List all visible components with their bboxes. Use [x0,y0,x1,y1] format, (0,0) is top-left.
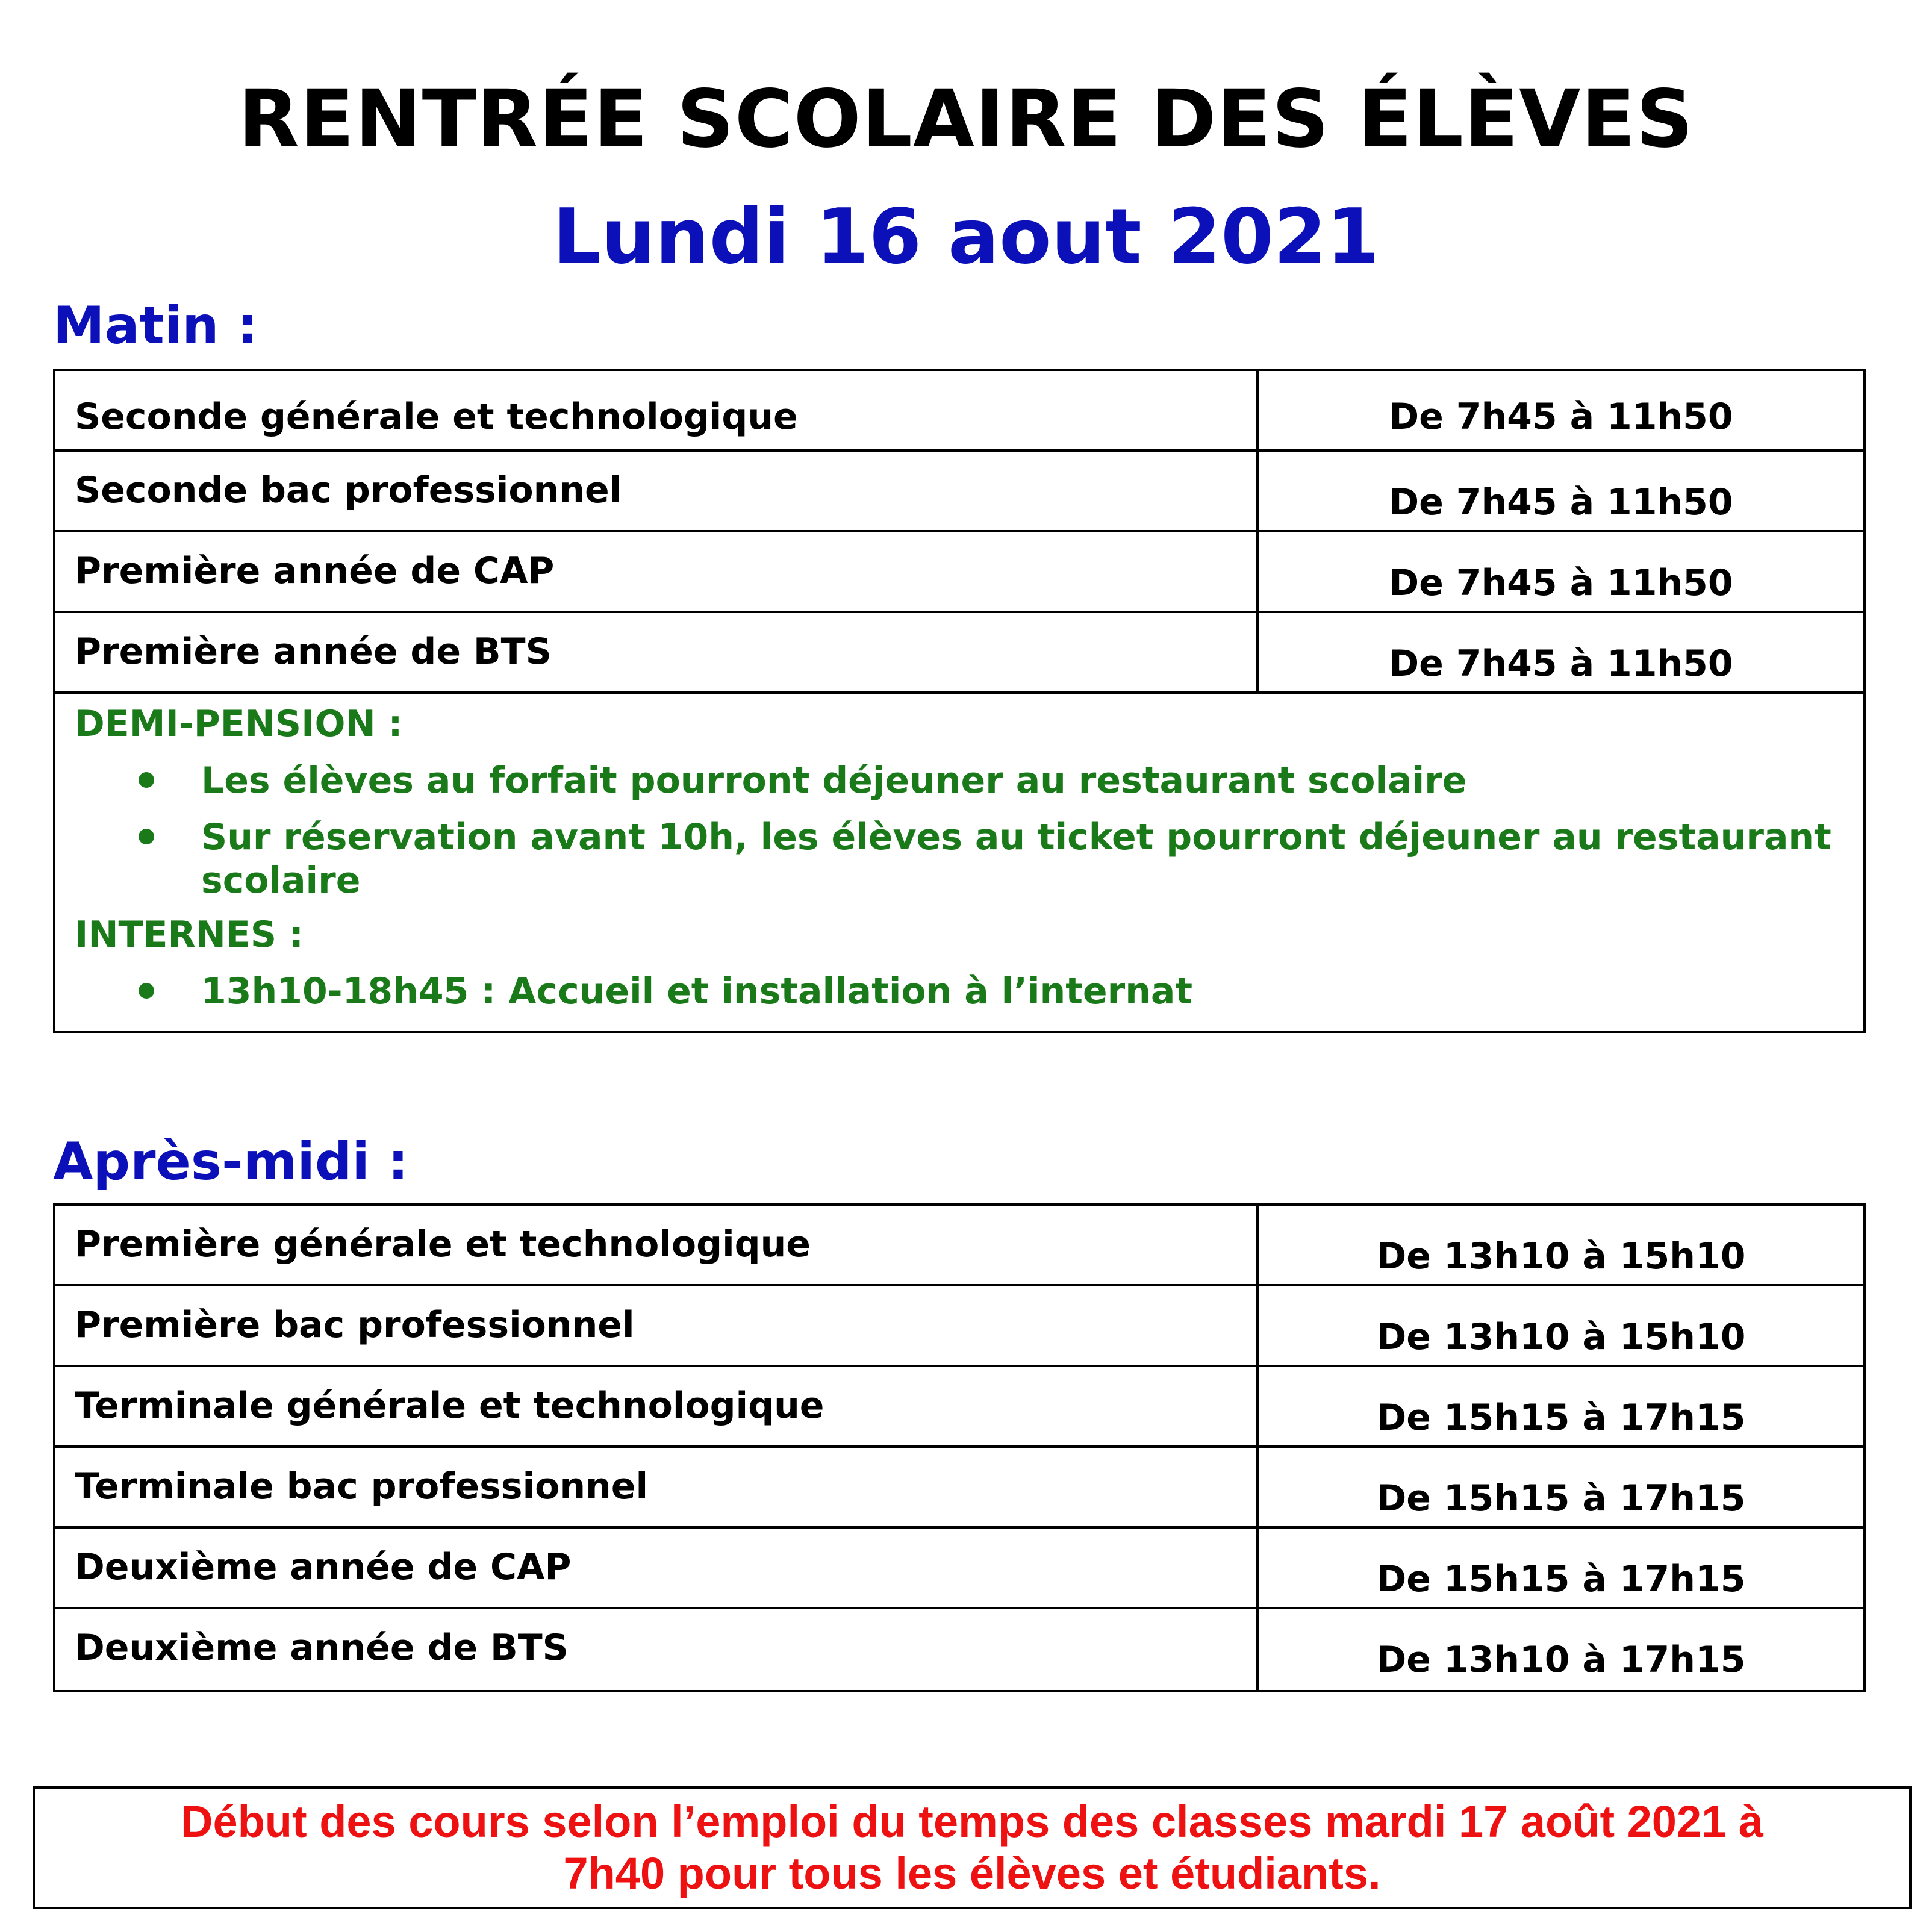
demi-pension-list [75,759,1863,902]
list-item-text: 13h10-18h45 : Accueil et installation à l’internat [201,970,1193,1012]
time-cell: De 7h45 à 11h50 [1389,562,1733,604]
class-name-cell: Terminale bac professionnel [55,1448,1259,1526]
internes-list [75,970,1863,1013]
table-row [55,1367,1863,1448]
bullet-icon [139,829,154,844]
table-row [55,532,1863,613]
bullet-icon [139,983,154,999]
table-row [55,1286,1863,1367]
table-row [55,1529,1863,1609]
list-item-text: Les élèves au forfait pourront déjeuner au restaurant scolaire [201,759,1467,802]
class-name-cell: Première année de CAP [55,532,1259,611]
table-row [55,1609,1863,1690]
class-name-cell: Seconde bac professionnel [55,452,1259,530]
class-name-cell: Seconde générale et technologique [55,371,1259,449]
time-cell: De 7h45 à 11h50 [1389,396,1733,438]
notice-box [33,1786,1912,1909]
afternoon-heading: Après-midi : [53,1132,409,1192]
page-title: RENTRÉE SCOLAIRE DES ÉLÈVES [238,73,1694,166]
class-name-cell: Deuxième année de CAP [55,1529,1259,1607]
table-row [55,1206,1863,1286]
demi-pension-title: DEMI-PENSION : [75,703,403,745]
list-item-text: Sur réservation avant 10h, les élèves au ticket pourront déjeuner au restaurant scolaire [201,816,1831,902]
time-cell: De 7h45 à 11h50 [1389,643,1733,685]
time-cell: De 15h15 à 17h15 [1376,1558,1746,1600]
event-date: Lundi 16 aout 2021 [552,192,1380,281]
notice-line-1: Début des cours selon l’emploi du temps des classes mardi 17 août 2021 à [181,1797,1763,1847]
internes-title: INTERNES : [75,914,304,956]
table-row [55,613,1863,694]
time-cell: De 13h10 à 17h15 [1376,1639,1746,1681]
table-row [55,371,1863,452]
morning-schedule-table [53,369,1866,1033]
list-item [75,970,1863,1013]
info-box [55,694,1863,1031]
notice-line-2: 7h40 pour tous les élèves et étudiants. [563,1848,1381,1898]
list-item [75,759,1863,802]
class-name-cell: Première année de BTS [55,613,1259,691]
time-cell: De 13h10 à 15h10 [1376,1316,1746,1358]
table-row [55,452,1863,532]
class-name-cell: Première bac professionnel [55,1286,1259,1365]
time-cell: De 15h15 à 17h15 [1376,1397,1746,1439]
table-row [55,1448,1863,1529]
time-cell: De 15h15 à 17h15 [1376,1477,1746,1520]
bullet-icon [139,772,154,788]
morning-heading: Matin : [53,296,258,356]
list-item [75,815,1863,902]
time-cell: De 13h10 à 15h10 [1376,1235,1746,1277]
class-name-cell: Deuxième année de BTS [55,1609,1259,1690]
class-name-cell: Terminale générale et technologique [55,1367,1259,1445]
time-cell: De 7h45 à 11h50 [1389,481,1733,523]
class-name-cell: Première générale et technologique [55,1206,1259,1284]
afternoon-schedule-table [53,1203,1866,1692]
